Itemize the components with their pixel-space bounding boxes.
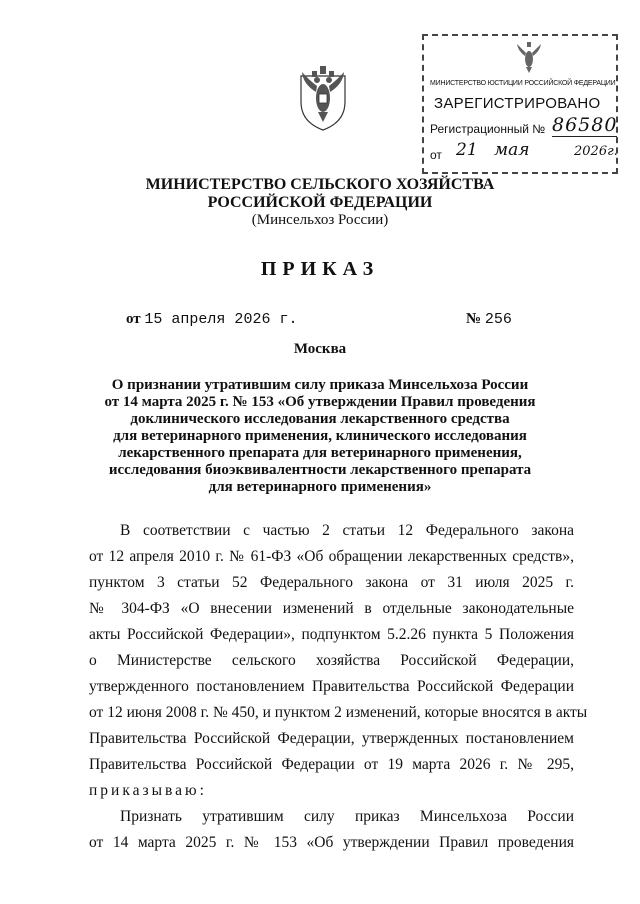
stamp-day: 21	[456, 140, 478, 160]
body-line: В соответствии с частью 2 статьи 12 Федерального закона	[120, 522, 574, 539]
ministry-name-line1: МИНИСТЕРСТВО СЕЛЬСКОГО ХОЗЯЙСТВА	[145, 176, 495, 193]
ministry-name-line2: РОССИЙСКОЙ ФЕДЕРАЦИИ	[207, 194, 433, 211]
body-line: Признать утратившим силу приказ Минсельхоза России	[120, 808, 574, 825]
title-line: для ветеринарного применения, клинического исследования	[113, 428, 527, 444]
body-line: пунктом 3 статьи 52 Федерального закона от 31 июля 2025 г.	[89, 574, 574, 591]
stamp-reg-label: Регистрационный №	[430, 122, 546, 136]
order-title	[100, 377, 540, 496]
order-date-value: 15 апреля 2026 г.	[144, 311, 298, 328]
document-type-heading: ПРИКАЗ	[260, 258, 380, 280]
body-line: Правительства Российской Федерации от 19 марта 2026 г. № 295,	[89, 756, 574, 773]
city: Москва	[293, 341, 347, 357]
body-line: № 304-ФЗ «О внесении изменений в отдельные законодательные	[89, 600, 574, 617]
body-line: от 12 июня 2008 г. № 450, и пунктом 2 изменений, которые вносятся в акты	[89, 704, 588, 721]
title-line: от 14 марта 2025 г. № 153 «Об утверждении Правил проведения	[104, 394, 536, 410]
title-line: для ветеринарного применения»	[208, 479, 432, 495]
order-number	[466, 311, 512, 328]
stamp-month: мая	[494, 140, 530, 160]
order-number-value: 256	[484, 311, 512, 328]
stamp-emblem-icon	[514, 41, 544, 75]
stamp-reg-number: 86580	[552, 114, 618, 136]
body-line: от 12 апреля 2010 г. № 61-ФЗ «Об обращении лекарственных средств»,	[89, 548, 574, 565]
registration-stamp	[422, 34, 618, 174]
title-line: доклинического исследования лекарственного средства	[130, 411, 510, 427]
body-line: Правительства Российской Федерации, утвержденных постановлением	[89, 730, 574, 747]
body-line: о Министерстве сельского хозяйства Российской Федерации,	[89, 652, 574, 669]
coat-of-arms-emblem	[293, 62, 353, 132]
stamp-year: 2026г.	[574, 144, 618, 159]
title-line: О признании утратившим силу приказа Минсельхоза России	[111, 377, 529, 393]
body-line: от 14 марта 2025 г. № 153 «Об утверждении Правил проведения	[89, 834, 574, 851]
stamp-date-prefix: от	[430, 148, 442, 162]
body-line: акты Российской Федерации», подпунктом 5.2.26 пункта 5 Положения	[89, 626, 574, 643]
order-date-prefix: от	[126, 311, 141, 327]
title-line: исследования биоэквивалентности лекарственного препарата	[108, 462, 532, 478]
order-number-prefix: №	[466, 311, 482, 327]
body-line: утвержденного постановлением Правительства Российской Федерации	[89, 678, 574, 695]
ministry-short-name: (Минсельхоз России)	[251, 212, 389, 228]
body-line-decree: приказываю:	[89, 782, 207, 799]
order-date	[126, 311, 297, 328]
stamp-registered: ЗАРЕГИСТРИРОВАНО	[434, 95, 601, 112]
stamp-ministry: МИНИСТЕРСТВО ЮСТИЦИИ РОССИЙСКОЙ ФЕДЕРАЦИИ	[430, 80, 616, 87]
title-line: лекарственного препарата для ветеринарного применения,	[118, 445, 522, 461]
